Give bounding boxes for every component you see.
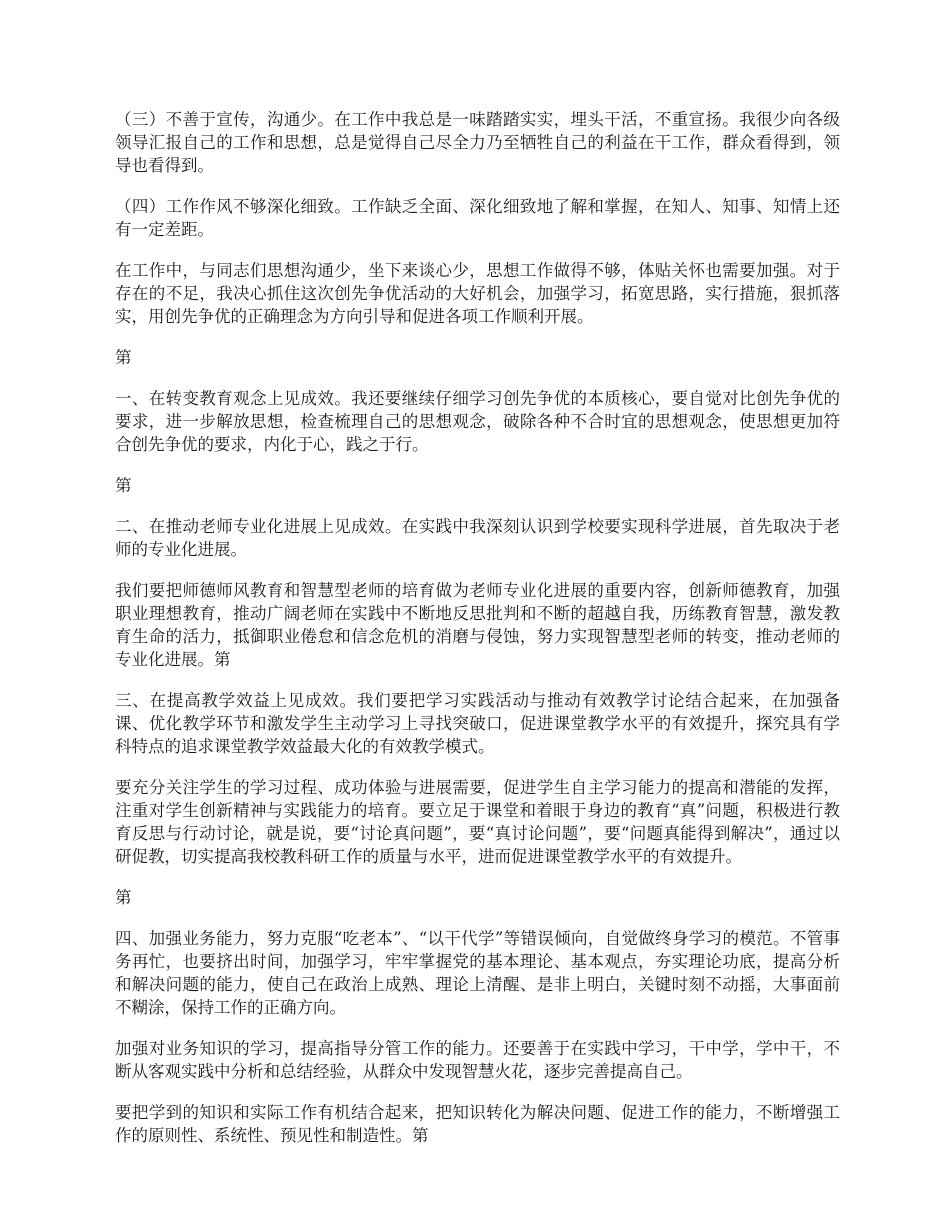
paragraph-8: 我们要把师德师风教育和智慧型老师的培育做为老师专业化进展的重要内容，创新师德教育，加强职业理想教育，推动广阔老师在实践中不断地反思批判和不断的超越自我，历练教育智慧，激发教育生命的活力，抵御职业倦怠和信念危机的消磨与侵蚀，努力实现智慧型老师的转变，推动老师的专业化进展。第	[115, 581, 840, 669]
paragraph-12: 四、加强业务能力，努力克服“吃老本”、“以干代学”等错误倾向，自觉做终身学习的模范。不管事务再忙，也要挤出时间，加强学习，牢牢掌握党的基本理论、基本观点，夯实理论功底，提高分析和解决问题的能力，使自己在政治上成熟、理论上清醒、是非上明白，关键时刻不动摇，大事面前不糊涂，保持工作的正确方向。	[115, 929, 840, 1017]
paragraph-4: 第	[115, 348, 132, 367]
paragraph-14: 要把学到的知识和实际工作有机结合起来，把知识转化为解决问题、促进工作的能力，不断增强工作的原则性、系统性、预见性和制造性。第	[115, 1103, 840, 1145]
paragraph-11: 第	[115, 888, 132, 907]
paragraph-3: 在工作中，与同志们思想沟通少，坐下来谈心少，思想工作做得不够，体贴关怀也需要加强。对于存在的不足，我决心抓住这次创先争优活动的大好机会，加强学习，拓宽思路，实行措施，狠抓落实，用创先争优的正确理念为方向引导和促进各项工作顺利开展。	[115, 261, 840, 326]
paragraph-13: 加强对业务知识的学习，提高指导分管工作的能力。还要善于在实践中学习，干中学，学中干，不断从客观实践中分析和总结经验，从群众中发现智慧火花，逐步完善提高自己。	[115, 1039, 840, 1081]
paragraph-1: （三）不善于宣传，沟通少。在工作中我总是一味踏踏实实，埋头干活，不重宣扬。我很少向各级领导汇报自己的工作和思想，总是觉得自己尽全力乃至牺牲自己的利益在干工作，群众看得到，领导也看得到。	[115, 110, 840, 175]
paragraph-5: 一、在转变教育观念上见成效。我还要继续仔细学习创先争优的本质核心，要自觉对比创先争优的要求，进一步解放思想，检查梳理自己的思想观念，破除各种不合时宜的思想观念，使思想更加符合创先争优的要求，内化于心，践之于行。	[115, 389, 840, 454]
paragraph-10: 要充分关注学生的学习过程、成功体验与进展需要，促进学生自主学习能力的提高和潜能的发挥，注重对学生创新精神与实践能力的培育。要立足于课堂和着眼于身边的教育“真”问题，积极进行教育反思与行动讨论，就是说，要“讨论真问题”，要“真讨论问题”，要“问题真能得到解决”，通过以研促教，切实提高我校教科研工作的质量与水平，进而促进课堂教学水平的有效提升。	[115, 778, 840, 866]
paragraph-6: 第	[115, 476, 132, 495]
paragraph-7: 二、在推动老师专业化进展上见成效。在实践中我深刻认识到学校要实现科学进展，首先取决于老师的专业化进展。	[115, 517, 840, 559]
document-body	[115, 108, 840, 1165]
paragraph-9: 三、在提高教学效益上见成效。我们要把学习实践活动与推动有效教学讨论结合起来，在加强备课、优化教学环节和激发学生主动学习上寻找突破口，促进课堂教学水平的有效提升，探究具有学科特点的追求课堂教学效益最大化的有效教学模式。	[115, 691, 840, 756]
paragraph-2: （四）工作作风不够深化细致。工作缺乏全面、深化细致地了解和掌握，在知人、知事、知情上还有一定差距。	[115, 197, 840, 239]
